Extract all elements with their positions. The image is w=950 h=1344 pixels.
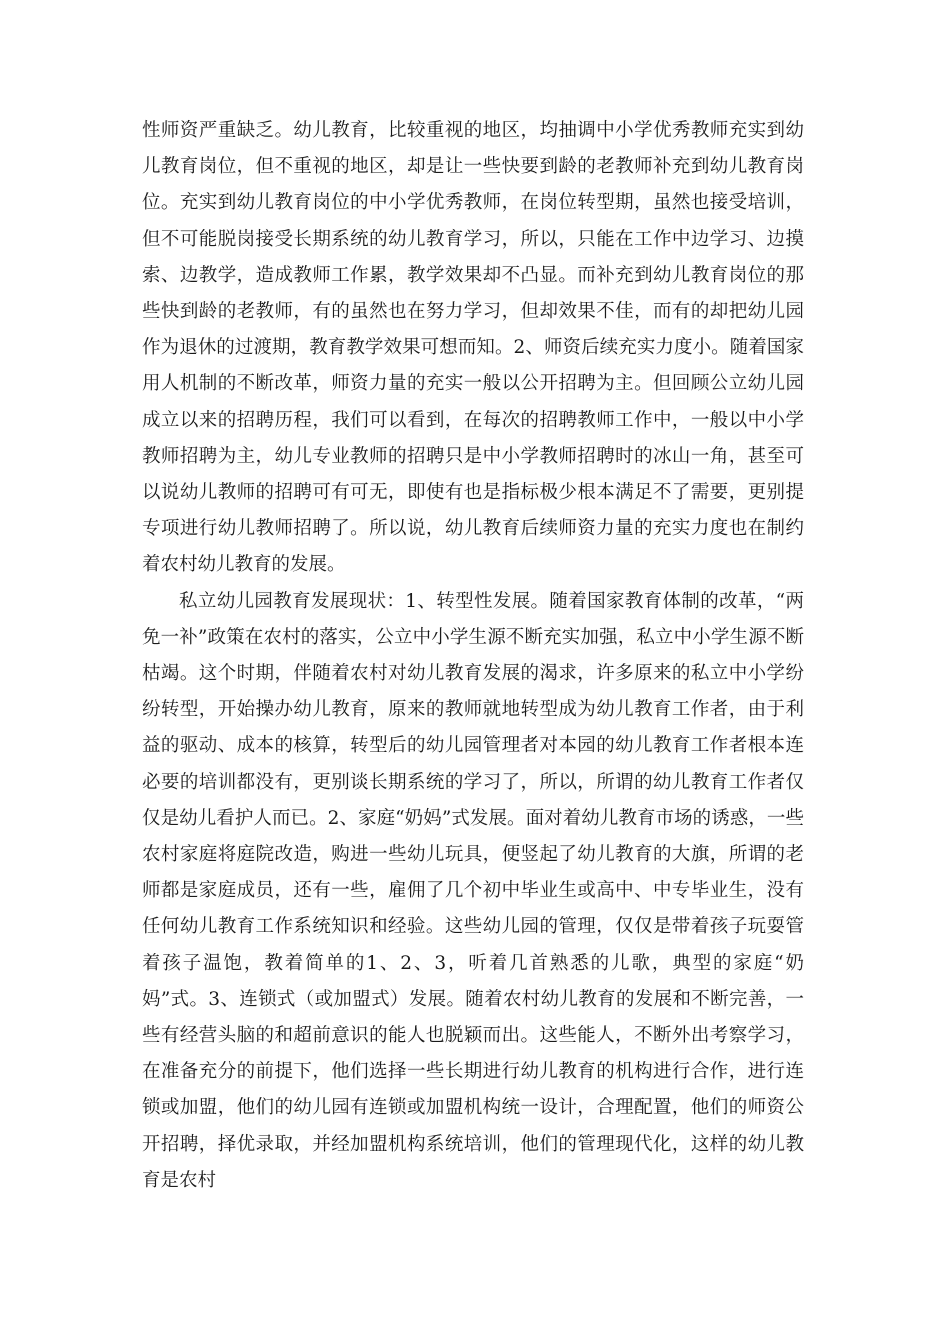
paragraph-public-kindergarten-staffing: 性师资严重缺乏。幼儿教育，比较重视的地区，均抽调中小学优秀教师充实到幼儿教育岗位，但不重视的地区，却是让一些快要到龄的老教师补充到幼儿教育岗位。充实到幼儿教育岗位的中小学优秀教师，在岗位转型期，虽然也接受培训，但不可能脱岗接受长期系统的幼儿教育学习，所以，只能在工作中边学习、边摸索、边教学，造成教师工作累，教学效果却不凸显。而补充到幼儿教育岗位的那些快到龄的老教师，有的虽然也在努力学习，但却效果不佳，而有的却把幼儿园作为退休的过渡期，教育教学效果可想而知。2、师资后续充实力度小。随着国家用人机制的不断改革，师资力量的充实一般以公开招聘为主。但回顾公立幼儿园成立以来的招聘历程，我们可以看到，在每次的招聘教师工作中，一般以中小学教师招聘为主，幼儿专业教师的招聘只是中小学教师招聘时的冰山一角，甚至可以说幼儿教师的招聘可有可无，即使有也是指标极少根本满足不了需要，更别提专项进行幼儿教师招聘了。所以说，幼儿教育后续师资力量的充实力度也在制约着农村幼儿教育的发展。 xyxy=(142,120,804,576)
document-body xyxy=(142,113,804,1199)
paragraph-private-kindergarten-status: 私立幼儿园教育发展现状：1、转型性发展。随着国家教育体制的改革，“两免一补”政策在农村的落实，公立中小学生源不断充实加强，私立中小学生源不断枯竭。这个时期，伴随着农村对幼儿教育发展的渴求，许多原来的私立中小学纷纷转型，开始操办幼儿教育，原来的教师就地转型成为幼儿教育工作者，由于利益的驱动、成本的核算，转型后的幼儿园管理者对本园的幼儿教育工作者根本连必要的培训都没有，更别谈长期系统的学习了，所以，所谓的幼儿教育工作者仅仅是幼儿看护人而已。2、家庭“奶妈”式发展。面对着幼儿教育市场的诱惑，一些农村家庭将庭院改造，购进一些幼儿玩具，便竖起了幼儿教育的大旗，所谓的老师都是家庭成员，还有一些，雇佣了几个初中毕业生或高中、中专毕业生，没有任何幼儿教育工作系统知识和经验。这些幼儿园的管理，仅仅是带着孩子玩耍管着孩子温饱，教着简单的1、2、3，听着几首熟悉的儿歌，典型的家庭“奶妈”式。3、连锁式（或加盟式）发展。随着农村幼儿教育的发展和不断完善，一些有经营头脑的和超前意识的能人也脱颖而出。这些能人，不断外出考察学习，在准备充分的前提下，他们选择一些长期进行幼儿教育的机构进行合作，进行连锁或加盟，他们的幼儿园有连锁或加盟机构统一设计，合理配置，他们的师资公开招聘，择优录取，并经加盟机构系统培训，他们的管理现代化，这样的幼儿教育是农村 xyxy=(142,590,804,1191)
